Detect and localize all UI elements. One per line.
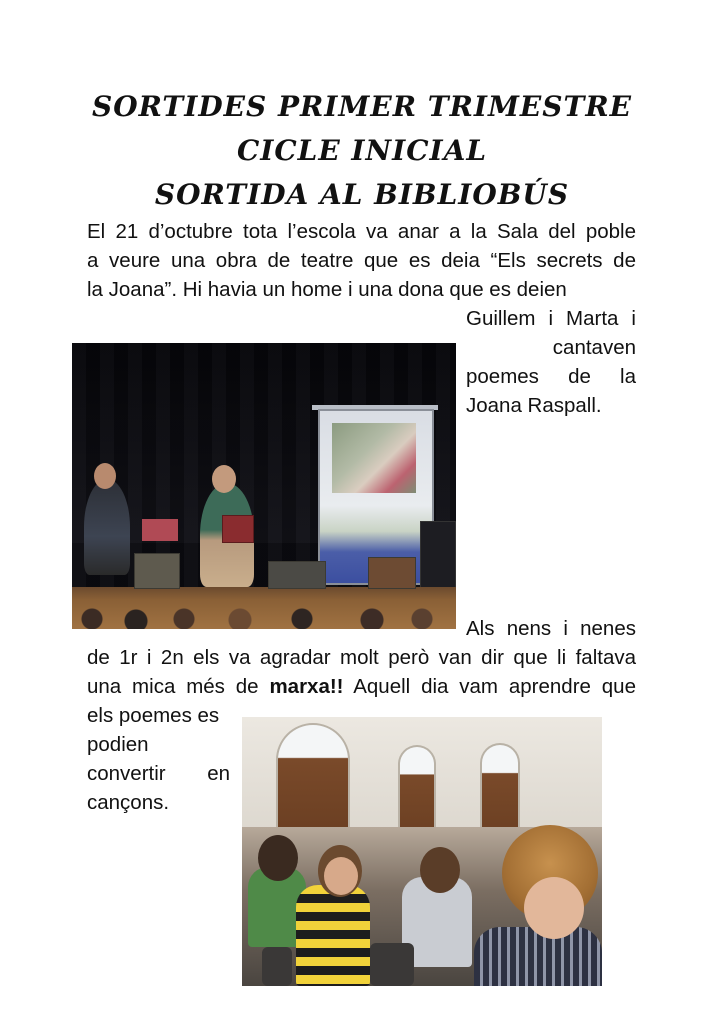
paragraph2-line4: els poemes es (87, 704, 220, 727)
section-heading: SORTIDA AL BIBLIOBÚS (154, 178, 570, 211)
paragraph1-line6: poemes de la (466, 365, 636, 388)
paragraph2-line3-text: una mica més de (87, 675, 270, 698)
children-audience-photo (242, 717, 602, 986)
paragraph2-line3 (87, 673, 636, 701)
paragraph1-line7: Joana Raspall. (466, 394, 602, 417)
paragraph2-line5: podien (87, 733, 149, 756)
paragraph1-line4: Guillem i Marta i (466, 307, 636, 330)
document-subtitle: CICLE INICIAL (236, 134, 488, 167)
paragraph1-line2: a veure una obra de teatre que es deia “Els secrets de (87, 249, 636, 272)
paragraph1-line1: El 21 d’octubre tota l’escola va anar a la Sala del poble (87, 220, 636, 243)
paragraph2-line3-tail: Aquell dia vam aprendre que (343, 675, 636, 698)
document-title: SORTIDES PRIMER TRIMESTRE (92, 90, 632, 123)
paragraph1-line5: cantaven (552, 336, 636, 359)
paragraph2-line6: convertir en (87, 762, 230, 785)
paragraph2-line1: Als nens i nenes (466, 617, 636, 640)
theatre-stage-photo (72, 343, 456, 629)
paragraph1-line3: la Joana”. Hi havia un home i una dona que es deien (87, 278, 567, 301)
emphasis-marxa: marxa!! (269, 675, 344, 698)
paragraph2-line7: cançons. (87, 791, 170, 814)
paragraph2-line2: de 1r i 2n els va agradar molt però van dir que li faltava (87, 646, 636, 669)
